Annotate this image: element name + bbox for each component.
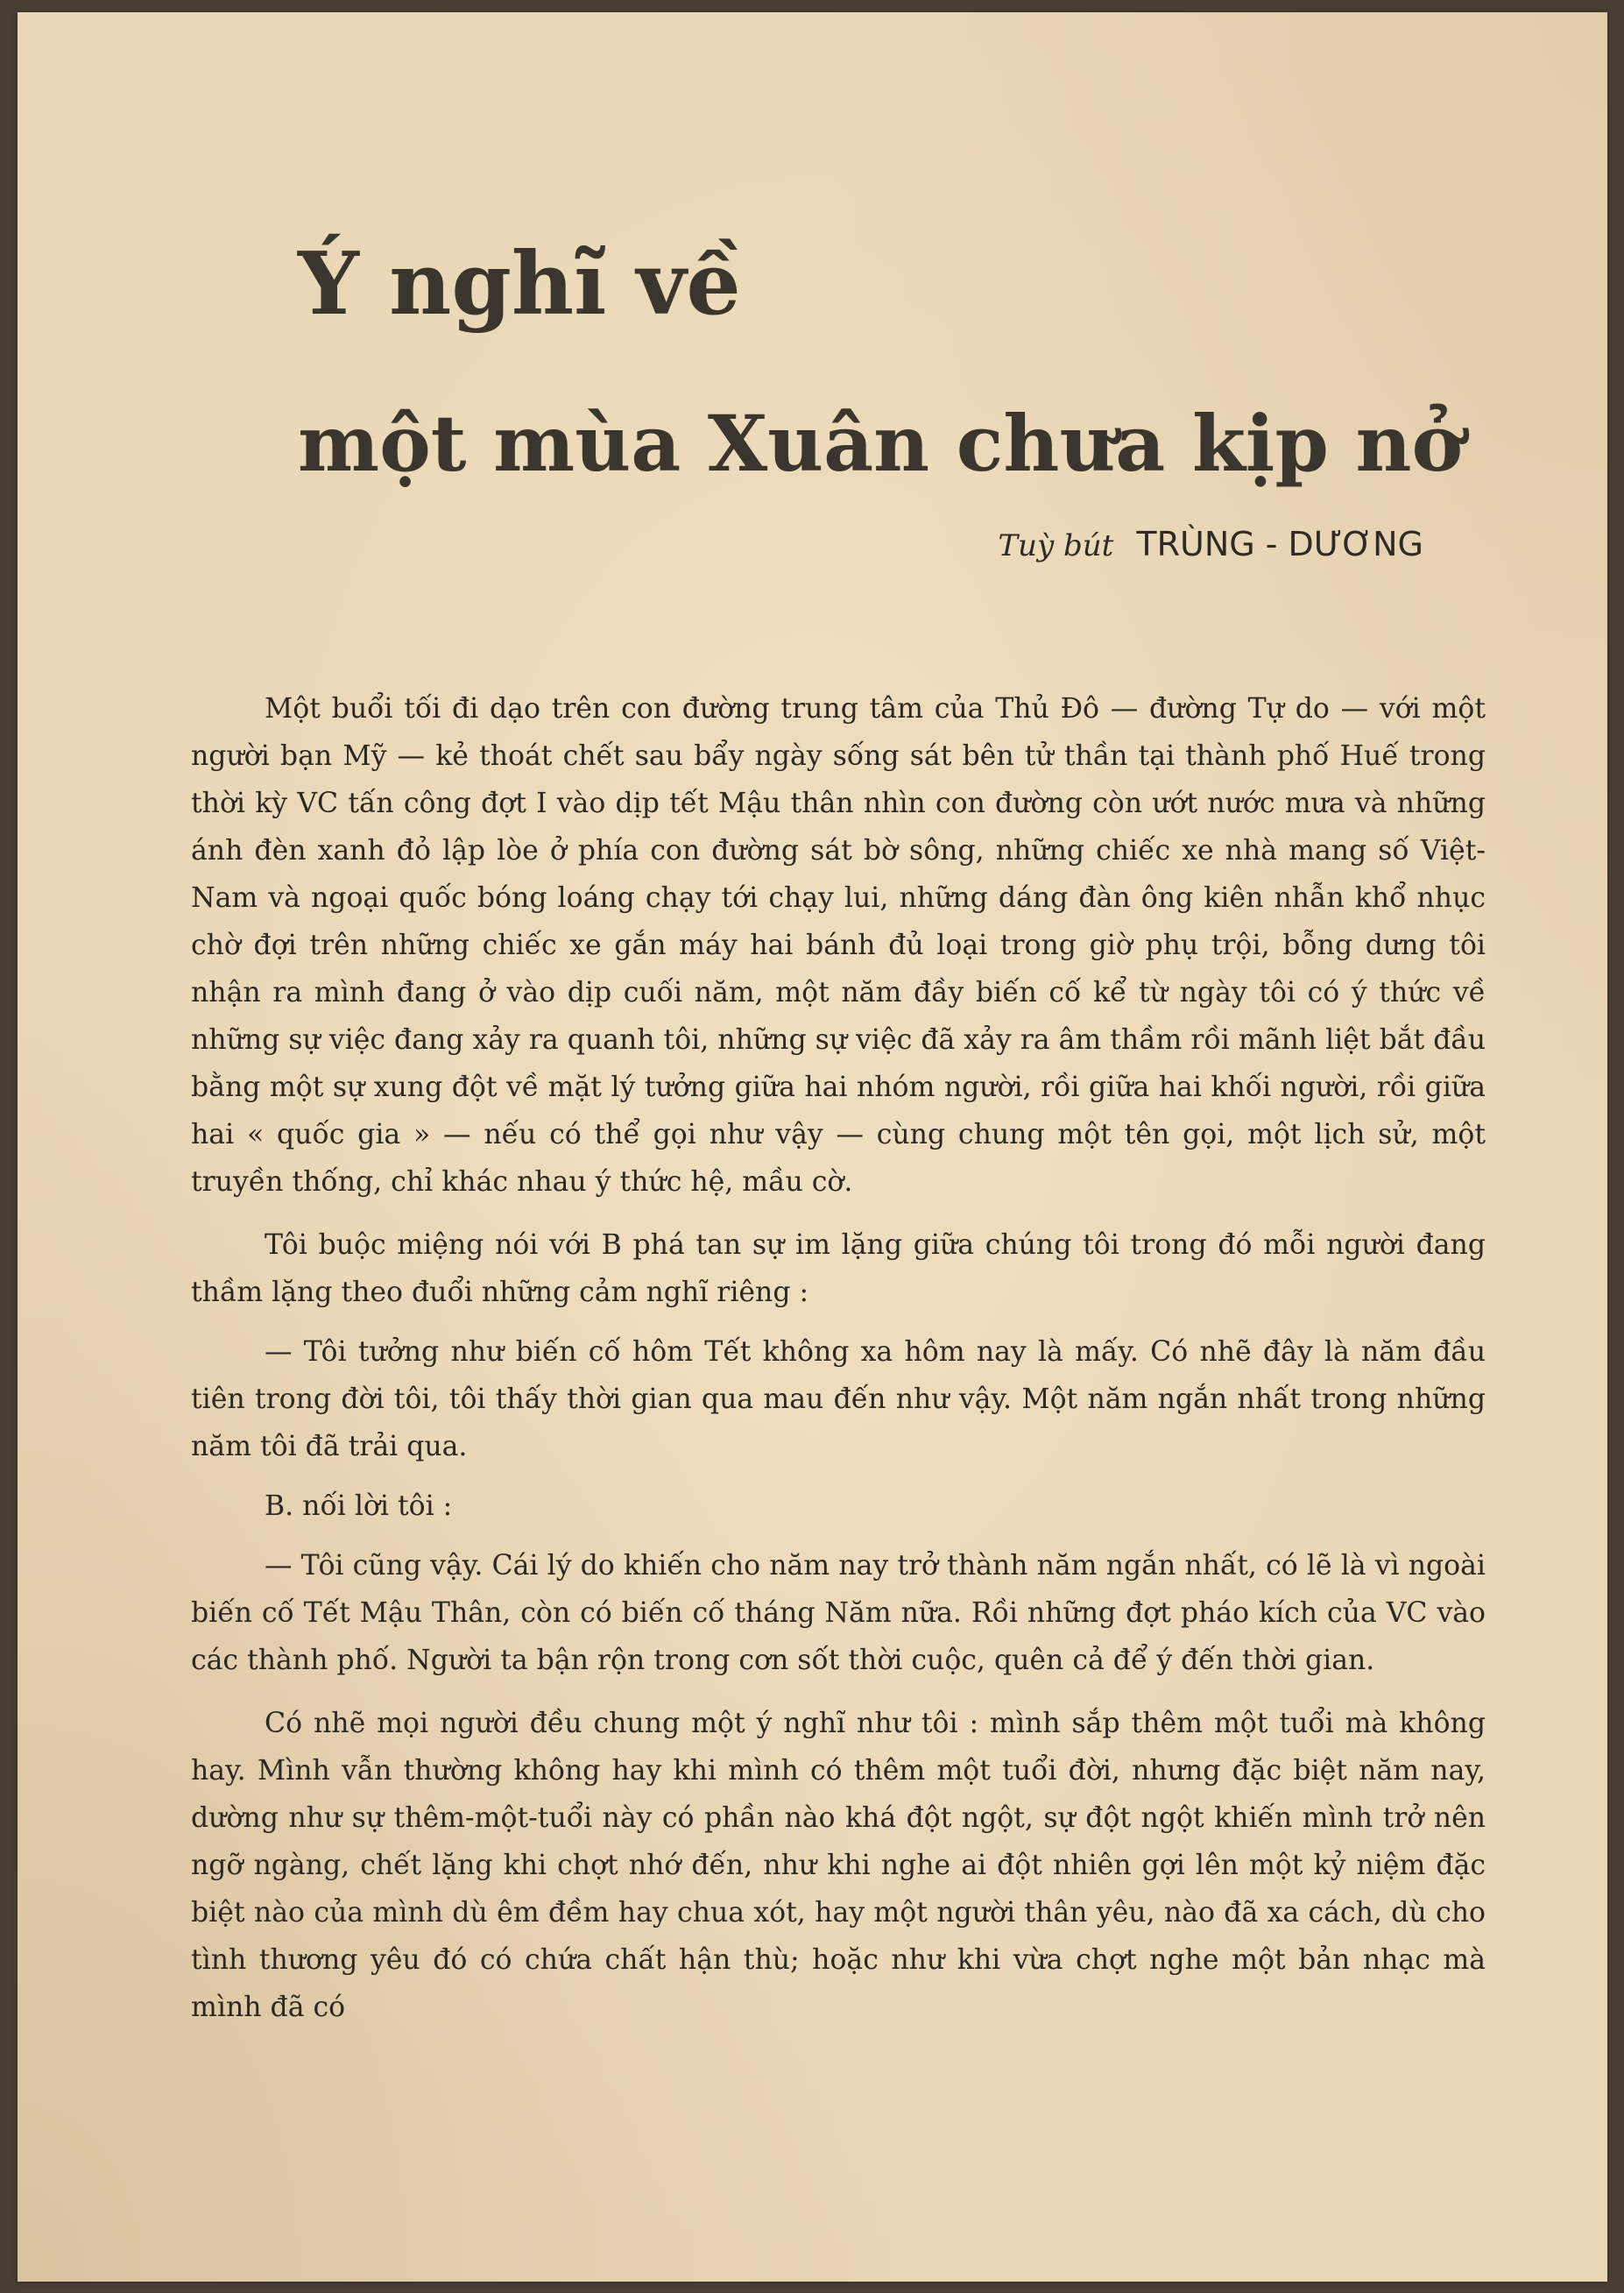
article-title-line-1: Ý nghĩ về bbox=[298, 234, 741, 335]
byline-author: TRÙNG - DƯƠNG bbox=[1136, 525, 1423, 563]
paragraph: Một buổi tối đi dạo trên con đường trung tâm của Thủ Đô — đường Tự do — với một người bạn Mỹ — kẻ thoát chết sau bẩy ngày sống sát bên tử thần tại thành phố Huế trong thời kỳ VC tấn công đợt I vào dịp tết Mậu thân nhìn con đường còn ướt nước mưa và những ánh đèn xanh đỏ lập lòe ở phía con đường sát bờ sông, những chiếc xe nhà mang số Việt-Nam và ngoại quốc bóng loáng chạy tới chạy lui, những dáng đàn ông kiên nhẫn khổ nhục chờ đợi trên những chiếc xe gắn máy hai bánh đủ loại trong giờ phụ trội, bỗng dưng tôi nhận ra mình đang ở vào dịp cuối năm, một năm đầy biến cố kể từ ngày tôi có ý thức về những sự việc đang xảy ra quanh tôi, những sự việc đã xảy ra âm thầm rồi mãnh liệt bắt đầu bằng một sự xung đột về mặt lý tưởng giữa hai nhóm người, rồi giữa hai khối người, rồi giữa hai « quốc gia » — nếu có thể gọi như vậy — cùng chung một tên gọi, một lịch sử, một truyền thống, chỉ khác nhau ý thức hệ, mầu cờ. bbox=[191, 693, 1486, 1198]
paragraph: Có nhẽ mọi người đều chung một ý nghĩ như tôi : mình sắp thêm một tuổi mà không hay. Mình vẫn thường không hay khi mình có thêm một tuổi đời, nhưng đặc biệt năm nay, dường như sự thêm-một-tuổi này có phần nào khá đột ngột, sự đột ngột khiến mình trở nên ngỡ ngàng, chết lặng khi chợt nhớ đến, như khi nghe ai đột nhiên gợi lên một kỷ niệm đặc biệt nào của mình dù êm đềm hay chua xót, hay một người thân yêu, nào đã xa cách, dù cho tình thương yêu đó có chứa chất hận thù; hoặc như khi vừa chợt nghe một bản nhạc mà mình đã có bbox=[191, 1708, 1486, 2023]
byline-genre: Tuỳ bút bbox=[998, 528, 1114, 563]
byline bbox=[998, 525, 1423, 563]
paragraph: Tôi buộc miệng nói với B phá tan sự im lặng giữa chúng tôi trong đó mỗi người đang thầm lặng theo đuổi những cảm nghĩ riêng : bbox=[191, 1229, 1486, 1308]
article-title-line-2: một mùa Xuân chưa kịp nở bbox=[298, 398, 1464, 489]
paragraph: B. nối lời tôi : bbox=[265, 1490, 453, 1522]
paragraph: — Tôi cũng vậy. Cái lý do khiến cho năm nay trở thành năm ngắn nhất, có lẽ là vì ngoài biến cố Tết Mậu Thân, còn có biến cố tháng Năm nữa. Rồi những đợt pháo kích của VC vào các thành phố. Người ta bận rộn trong cơn sốt thời cuộc, quên cả để ý đến thời gian. bbox=[191, 1550, 1486, 1676]
magazine-page bbox=[18, 12, 1607, 2282]
paragraph: — Tôi tưởng như biến cố hôm Tết không xa hôm nay là mấy. Có nhẽ đây là năm đầu tiên trong đời tôi, tôi thấy thời gian qua mau đến như vậy. Một năm ngắn nhất trong những năm tôi đã trải qua. bbox=[191, 1336, 1486, 1462]
article-body bbox=[191, 685, 1486, 2047]
